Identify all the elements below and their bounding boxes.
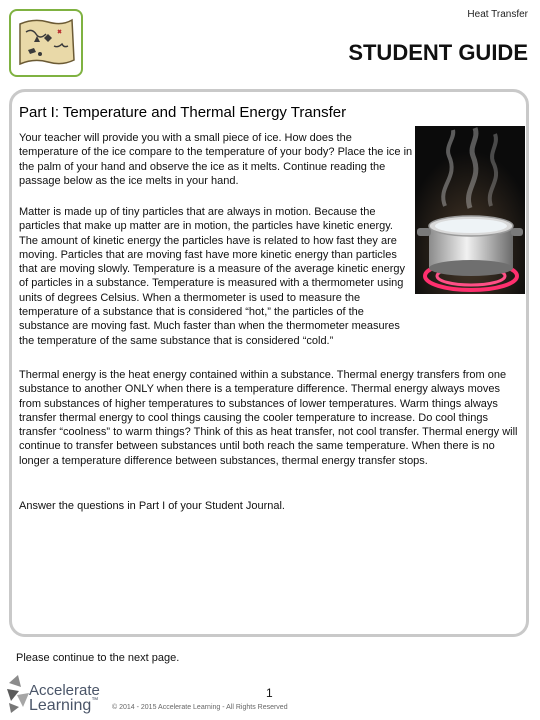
brand-word-learning: Learning	[29, 697, 92, 714]
paragraph-thermal-energy: Thermal energy is the heat energy contained within a substance. Thermal energy transfers from one substance to another ONLY when there is a temperature difference. Thermal energy always moves from substances of higher temperatures to substances of lower temperatures. Warm things always transfer thermal energy to cool things causing the cooler temperature to increase. Do cool things transfer “coolness” to warm things? Think of this as heat transfer, not cool transfer. Thermal energy will continue to transfer between substances until both reach the same temperature. When there is no longer a temperature difference between substances, thermal energy transfer stops.	[19, 369, 518, 467]
paragraph-kinetic-energy: Matter is made up of tiny particles that are always in motion. Because the particles that make up matter are in motion, the particles have kinetic energy. The amount of kinetic energy the particles have is related to how fast they are moving. Particles that are moving fast have more kinetic energy than particles that are moving slowly. Temperature is a measure of the average kinetic energy of particles in a substance. Temperature is measured with a thermometer using units of degrees Celsius. When a thermometer is used to measure the temperature of a substance that is considered “hot,” the particles of the substance are moving fast. Much faster than when the thermometer measures the temperature of the same substance that is considered “cold.”	[19, 206, 406, 347]
header-label: Heat Transfer	[467, 9, 528, 20]
logo-badge	[9, 9, 83, 77]
page-number: 1	[266, 686, 273, 700]
trademark-symbol: ™	[91, 697, 99, 704]
copyright-notice: © 2014 - 2015 Accelerate Learning - All Rights Reserved	[112, 704, 288, 711]
brand-name-line1: Accelerate	[29, 682, 100, 699]
brand-name-line2	[29, 697, 98, 715]
treasure-map-icon	[14, 14, 78, 72]
guide-title: STUDENT GUIDE	[348, 40, 528, 65]
steaming-pot-on-burner-icon	[415, 126, 525, 294]
continue-note: Please continue to the next page.	[16, 652, 180, 664]
paragraph-instruction: Answer the questions in Part I of your Student Journal.	[19, 500, 285, 512]
section-title: Part I: Temperature and Thermal Energy Transfer	[19, 104, 347, 121]
brand-logo	[5, 673, 100, 718]
paragraph-intro: Your teacher will provide you with a small piece of ice. How does the temperature of the ice compare to the temperature of your body? Place the ice in the palm of your hand and observe the ice as it melts. Continue reading the passage below as the ice melts in your hand.	[19, 132, 413, 187]
accelerate-learning-logo-icon	[5, 673, 31, 713]
